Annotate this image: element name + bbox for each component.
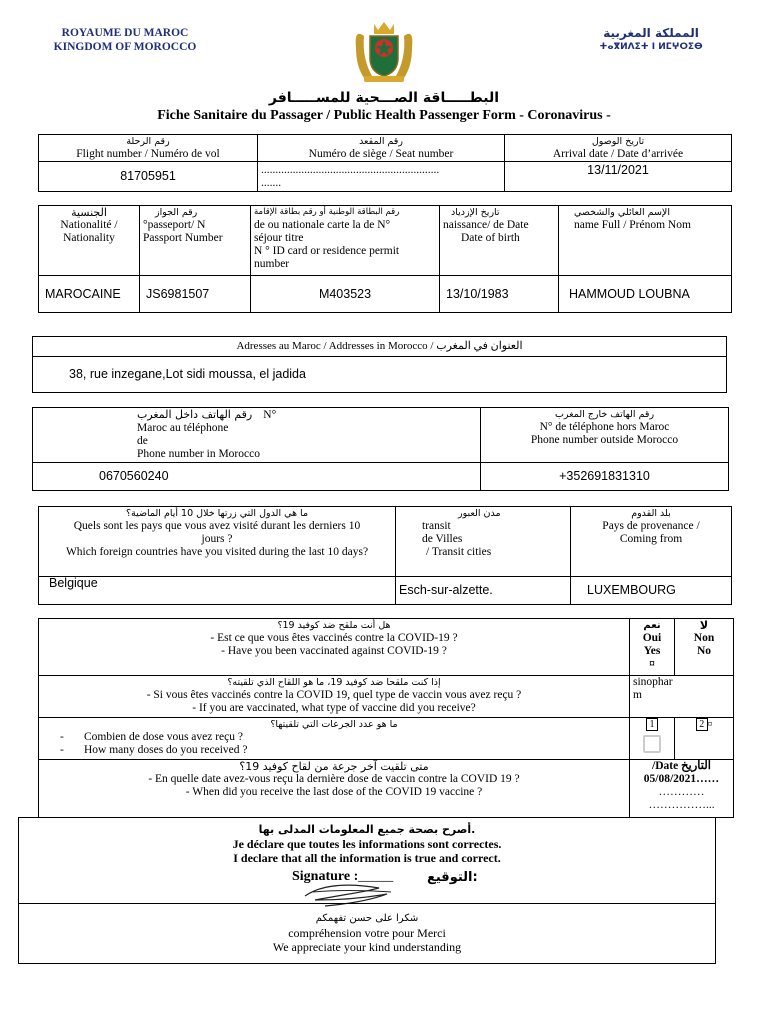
thanks-text — [19, 912, 715, 954]
address-table — [32, 336, 727, 393]
id-card-label-2: séjour titre — [254, 232, 304, 244]
vaccine-table — [38, 618, 734, 818]
last-dose-date-dots-2: ……………... — [648, 799, 715, 811]
vaccinated-question-ar: هل أنت ملقح ضد كوفيد 19؟ — [277, 620, 391, 631]
transit-field[interactable]: Esch-sur-alzette. — [396, 577, 571, 605]
vaccinated-question-cell — [39, 619, 630, 676]
thanks-fr: compréhension votre pour Merci — [288, 926, 446, 940]
vaccine-type-question-fr: - Si vous êtes vaccinés contre la COVID 19, quel type de vaccin vous avez reçu ? — [146, 689, 522, 701]
visited-label-3: Which foreign countries have you visited during the last 10 days? — [65, 546, 369, 558]
passport-label-cell — [140, 206, 251, 276]
origin-label-ar: بلد القدوم — [631, 508, 671, 519]
seat-number-field[interactable] — [258, 162, 505, 192]
phone-in-label-cell — [33, 408, 481, 463]
phone-in-label-4: Phone number in Morocco — [137, 448, 260, 460]
signature-image[interactable] — [295, 878, 415, 913]
id-card-field[interactable]: M403523 — [251, 276, 440, 313]
arrival-date-label-ar: تاريخ الوصول — [591, 136, 645, 147]
dose-2-label: 2 — [699, 719, 705, 730]
vaccinated-question-en: - Have you been vaccinated against COVID-19 ? — [221, 645, 447, 657]
yes-label-en: Yes — [643, 645, 661, 657]
passport-field[interactable]: JS6981507 — [140, 276, 251, 313]
vaccine-type-field[interactable] — [630, 676, 734, 718]
seat-number-label: Numéro de siège / Seat number — [308, 148, 454, 160]
origin-label-cell — [571, 507, 732, 577]
last-dose-date-value: 05/08/2021…… — [643, 773, 720, 785]
phone-in-label-3: de — [137, 435, 148, 447]
phone-in-field[interactable]: 0670560240 — [33, 463, 481, 491]
vaccine-type-value-1: sinophar — [633, 676, 673, 688]
nationality-label-2: Nationality — [63, 232, 115, 244]
dob-field[interactable]: 13/10/1983 — [440, 276, 559, 313]
header-right — [586, 26, 716, 54]
doses-question-fr: Combien de dose vous avez reçu ? — [83, 731, 243, 743]
last-dose-question-fr: - En quelle date avez-vous reçu la dernière dose de vaccin contre la COVID 19 ? — [148, 773, 520, 785]
last-dose-date-dots-1: ………… — [658, 786, 705, 798]
id-card-label-cell — [251, 206, 440, 276]
declaration-box — [18, 817, 716, 964]
yes-option[interactable] — [630, 619, 675, 676]
origin-field[interactable]: LUXEMBOURG — [571, 577, 732, 605]
visited-label-2: jours ? — [201, 533, 233, 545]
declaration-fr: Je déclare que toutes les informations sont correctes. — [232, 837, 502, 851]
title-arabic: البطـــــاقة الصـــحية للمســـــافر — [268, 90, 500, 106]
seat-number-value-cont: ....... — [261, 176, 282, 189]
flight-number-label: Flight number / Numéro de vol — [76, 148, 220, 160]
doses-question-cell — [39, 718, 630, 760]
arrival-date-label: Arrival date / Date d’arrivée — [552, 148, 684, 160]
visited-label-cell — [39, 507, 396, 577]
flight-number-field[interactable]: 81705951 — [39, 162, 258, 192]
nationality-field[interactable]: MAROCAINE — [39, 276, 140, 313]
no-label-en: No — [696, 645, 712, 657]
last-dose-question-ar: متى تلقيت آخر جرعة من لقاح كوفيد 19؟ — [239, 760, 429, 773]
phone-out-field[interactable]: +352691831310 — [481, 463, 729, 491]
seat-number-label-ar: رقم المقعد — [359, 136, 403, 147]
phone-out-label-cell — [481, 408, 729, 463]
last-dose-question-cell — [39, 760, 630, 818]
phone-out-label-ar: رقم الهاتف خارج المغرب — [554, 409, 655, 420]
kingdom-ar: المملكة المغربية — [603, 26, 699, 40]
arrival-date-field[interactable]: 13/11/2021 — [505, 162, 732, 192]
name-label-ar: الإسم العائلي والشخصي — [574, 207, 670, 218]
phone-in-label-ar: رقم الهاتف داخل المغرب — [137, 408, 253, 421]
dob-label-ar: تاريخ الإزدياد — [451, 207, 500, 218]
flight-number-label-cell — [39, 135, 258, 162]
phone-in-label-ar-row — [137, 408, 477, 422]
seat-number-label-cell — [258, 135, 505, 162]
declaration-ar: أصرح بصحة جميع المعلومات المدلى بها. — [258, 823, 476, 836]
transit-label-2: de Villes — [422, 533, 463, 545]
vaccine-type-question-cell — [39, 676, 630, 718]
passport-label-1: °passeport/ N — [143, 219, 206, 231]
dose-1-option[interactable] — [630, 718, 675, 760]
phone-out-label-2: Phone number outside Morocco — [530, 434, 679, 446]
coat-of-arms-icon — [350, 18, 418, 84]
visited-label-1: Quels sont les pays que vous avez visité durant les derniers 10 — [73, 520, 361, 532]
declaration-text — [19, 818, 715, 865]
name-field[interactable]: HAMMOUD LOUBNA — [559, 276, 732, 313]
last-dose-question-en: - When did you receive the last dose of the COVID 19 vaccine ? — [185, 786, 483, 798]
doses-question-en-row: - How many doses do you received ? — [60, 744, 248, 756]
last-dose-date-field[interactable] — [630, 760, 734, 818]
name-label: name Full / Prénom Nom — [574, 219, 691, 231]
declaration-en: I declare that all the information is true and correct. — [233, 851, 501, 865]
vaccine-type-question-ar: إذا كنت ملقحا ضد كوفيد 19، ما هو اللقاح الذي تلقيته؟ — [227, 677, 441, 688]
flight-number-label-ar: رقم الرحلة — [126, 136, 170, 147]
signature-label: Signature :_____ — [292, 869, 394, 884]
page-title: Fiche Sanitaire du Passager / Public Health Passenger Form - Coronavirus - — [157, 108, 611, 123]
visited-field[interactable]: Belgique — [39, 577, 396, 605]
phone-out-label-1: N° de téléphone hors Maroc — [539, 421, 670, 433]
dose-1-checkbox[interactable]: 1 — [646, 718, 658, 731]
yes-checkbox-mark[interactable]: ¤ — [649, 658, 655, 670]
signature-label-ar: التوقيع: — [427, 870, 478, 885]
no-label-fr: Non — [693, 632, 715, 644]
arrival-date-label-cell — [505, 135, 732, 162]
identity-table — [38, 205, 732, 313]
id-card-label-1: de ou nationale carte la de N° — [254, 219, 391, 231]
kingdom-fr: ROYAUME DU MAROC — [61, 27, 189, 39]
kingdom-tifinagh: ⵜⴰⴳⵍⴷⵉⵜ ⵏ ⵍⵎⵖⵔⵉⴱ — [599, 42, 703, 52]
kingdom-en: KINGDOM OF MOROCCO — [53, 41, 197, 53]
seat-number-value: .............................................................. — [261, 163, 440, 176]
no-label-ar: لا — [699, 619, 709, 632]
doses-question-en: How many doses do you received ? — [83, 744, 248, 756]
origin-label-1: Pays de provenance / — [602, 520, 700, 532]
dose-2-checkbox[interactable] — [696, 718, 708, 731]
dob-label-1: naissance/ de Date — [443, 219, 529, 231]
dob-label-cell — [440, 206, 559, 276]
phone-in-label-2: Maroc au téléphone — [137, 422, 229, 434]
id-card-label-ar: رقم البطاقة الوطنية أو رقم بطاقة الإقامة — [254, 207, 400, 217]
transit-label-cell — [396, 507, 571, 577]
vaccinated-question-fr: - Est ce que vous êtes vaccinés contre la COVID-19 ? — [210, 632, 458, 644]
passport-label-ar: رقم الجواز — [155, 207, 198, 218]
id-card-label-4: number — [254, 258, 290, 270]
name-label-cell — [559, 206, 732, 276]
yes-label-ar: نعم — [643, 620, 661, 631]
travel-table — [38, 506, 732, 605]
nationality-label-1: Nationalité / — [60, 219, 118, 231]
dob-label-2: Date of birth — [461, 232, 520, 244]
yes-label-fr: Oui — [642, 632, 662, 644]
dose-1-empty-checkbox[interactable] — [643, 735, 661, 753]
last-dose-date-label: /Date التاريخ — [652, 760, 711, 772]
signature-label-text: Signature : — [292, 869, 359, 884]
phone-in-label-1: N° — [263, 409, 277, 421]
nationality-label-ar: الجنسية — [71, 206, 107, 219]
doses-question-ar: ما هو عدد الجرعات التي تلقيتها؟ — [270, 719, 398, 730]
address-label: Adresses au Maroc / Addresses in Morocco / العنوان في المغرب — [33, 337, 727, 357]
dose-2-option[interactable] — [675, 718, 734, 760]
header-left — [45, 26, 205, 54]
address-field[interactable]: 38, rue inzegane,Lot sidi moussa, el jadida — [33, 357, 727, 393]
phone-table — [32, 407, 729, 491]
visited-label-ar: ما هي الدول التي زرتها خلال 10 أيام الماضية؟ — [125, 508, 309, 519]
passport-label-2: Passport Number — [143, 232, 223, 244]
origin-label-2: Coming from — [619, 533, 683, 545]
nationality-label-cell — [39, 206, 140, 276]
vaccine-type-value-2: m — [633, 689, 642, 701]
thanks-ar: شكرا على حسن تفهمكم — [315, 913, 419, 924]
doses-question-fr-row: - Combien de dose vous avez reçu ? — [60, 731, 243, 743]
id-card-label-3: N ° ID card or residence permit — [254, 245, 400, 257]
flight-table — [38, 134, 732, 192]
thanks-en: We appreciate your kind understanding — [272, 940, 462, 954]
no-option[interactable] — [675, 619, 734, 676]
declaration-divider — [19, 903, 715, 904]
vaccine-type-question-en: - If you are vaccinated, what type of vaccine did you receive? — [192, 702, 476, 714]
transit-label-ar: مدن العبور — [458, 508, 501, 519]
transit-label-1: transit — [422, 520, 451, 532]
transit-label-3: / Transit cities — [426, 546, 492, 558]
dose-2-check-icon: ¤ — [707, 719, 713, 729]
